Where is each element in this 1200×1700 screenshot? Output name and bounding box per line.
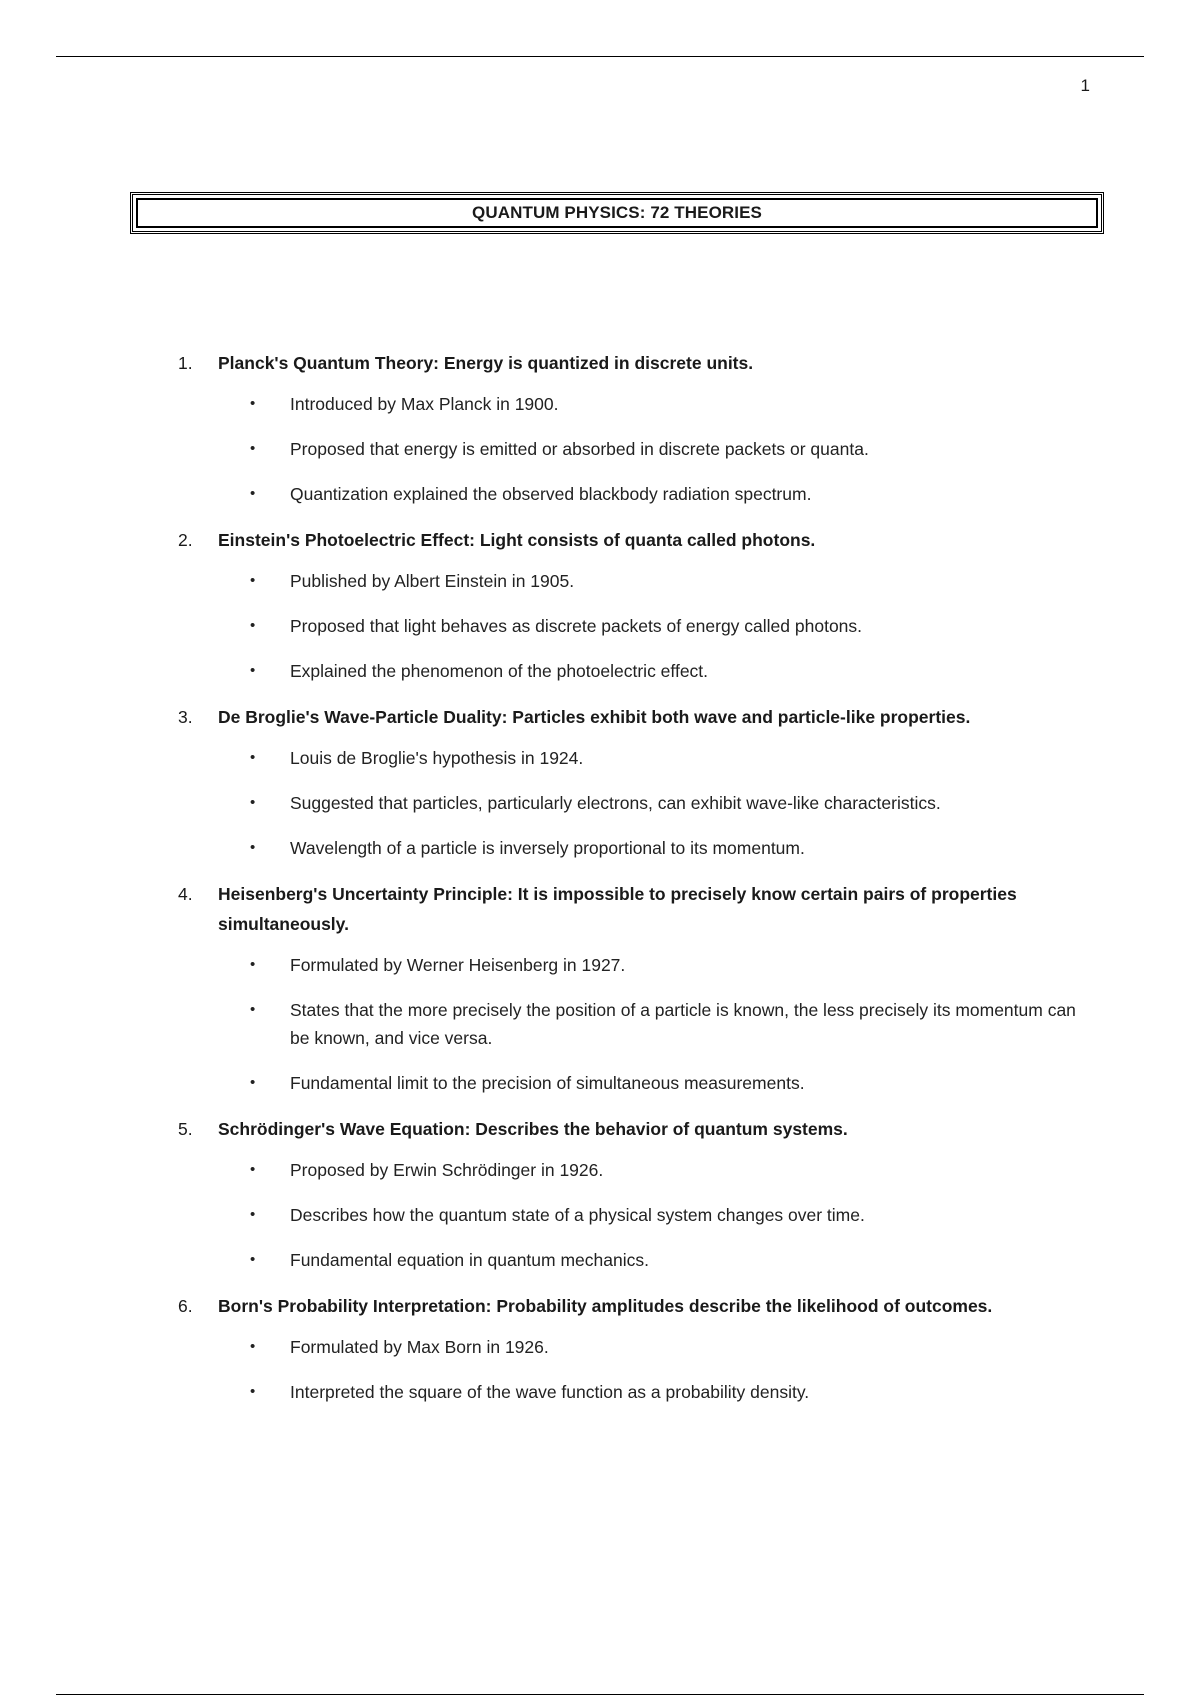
bullet-icon: • xyxy=(250,794,256,811)
bullet-icon: • xyxy=(250,956,256,973)
bullet-icon: • xyxy=(250,662,256,679)
theory-point xyxy=(250,1069,1098,1097)
theory-title: Schrödinger's Wave Equation: Describes the behavior of quantum systems. xyxy=(218,1119,848,1139)
document-title: QUANTUM PHYSICS: 72 THEORIES xyxy=(472,203,762,222)
document-title-box xyxy=(130,192,1104,234)
bullet-icon: • xyxy=(250,839,256,856)
theory-point xyxy=(250,1246,1098,1274)
theory-point xyxy=(250,996,1098,1052)
theory-point xyxy=(250,951,1098,979)
bullet-icon: • xyxy=(250,1001,256,1018)
theory-title: Einstein's Photoelectric Effect: Light consists of quanta called photons. xyxy=(218,530,816,550)
theory-point-text: Interpreted the square of the wave function as a probability density. xyxy=(290,1382,810,1402)
theory-point-text: Explained the phenomenon of the photoelectric effect. xyxy=(290,661,709,681)
theory-point-text: Formulated by Max Born in 1926. xyxy=(290,1337,549,1357)
theory-heading xyxy=(178,702,1098,732)
theory-heading xyxy=(178,879,1098,939)
theory-item xyxy=(178,1291,1098,1406)
theory-number: 3. xyxy=(178,707,193,727)
theory-title: Heisenberg's Uncertainty Principle: It is impossible to precisely know certain pairs of properties simultaneously. xyxy=(218,884,1017,934)
theory-point xyxy=(250,1378,1098,1406)
theory-point xyxy=(250,657,1098,685)
theory-point-text: Describes how the quantum state of a physical system changes over time. xyxy=(290,1205,865,1225)
theory-point xyxy=(250,1156,1098,1184)
theory-title: De Broglie's Wave-Particle Duality: Particles exhibit both wave and particle-like properties. xyxy=(218,707,971,727)
bullet-icon: • xyxy=(250,1161,256,1178)
theory-point-text: Introduced by Max Planck in 1900. xyxy=(290,394,559,414)
theory-point-text: Suggested that particles, particularly electrons, can exhibit wave-like characteristics. xyxy=(290,793,941,813)
theory-number: 2. xyxy=(178,530,193,550)
theory-point-text: Fundamental equation in quantum mechanics. xyxy=(290,1250,649,1270)
bullet-icon: • xyxy=(250,440,256,457)
header-rule xyxy=(56,56,1144,57)
theory-item xyxy=(178,702,1098,862)
bullet-icon: • xyxy=(250,395,256,412)
bullet-icon: • xyxy=(250,1206,256,1223)
bullet-icon: • xyxy=(250,1251,256,1268)
theory-heading xyxy=(178,348,1098,378)
theory-number: 5. xyxy=(178,1119,193,1139)
theory-heading xyxy=(178,1114,1098,1144)
theory-number: 1. xyxy=(178,353,193,373)
theory-point-text: Louis de Broglie's hypothesis in 1924. xyxy=(290,748,584,768)
theory-point xyxy=(250,435,1098,463)
theory-points-list xyxy=(178,744,1098,862)
theory-points-list xyxy=(178,390,1098,508)
bullet-icon: • xyxy=(250,617,256,634)
theory-title: Born's Probability Interpretation: Probability amplitudes describe the likelihood of outcomes. xyxy=(218,1296,993,1316)
theory-point-text: Published by Albert Einstein in 1905. xyxy=(290,571,575,591)
theory-point-text: Wavelength of a particle is inversely proportional to its momentum. xyxy=(290,838,805,858)
theory-point-text: States that the more precisely the position of a particle is known, the less precisely its momentum can be known, and vice versa. xyxy=(290,1000,1076,1048)
theory-points-list xyxy=(178,1333,1098,1406)
theory-point xyxy=(250,834,1098,862)
bullet-icon: • xyxy=(250,749,256,766)
theory-point xyxy=(250,1201,1098,1229)
theory-heading xyxy=(178,1291,1098,1321)
theory-points-list xyxy=(178,951,1098,1097)
theory-point xyxy=(250,390,1098,418)
theory-item xyxy=(178,1114,1098,1274)
theory-point xyxy=(250,1333,1098,1361)
theory-point-text: Formulated by Werner Heisenberg in 1927. xyxy=(290,955,626,975)
theory-title: Planck's Quantum Theory: Energy is quantized in discrete units. xyxy=(218,353,754,373)
bullet-icon: • xyxy=(250,1074,256,1091)
page-number: 1 xyxy=(1080,76,1090,95)
theory-point xyxy=(250,789,1098,817)
theories-list xyxy=(178,348,1098,1423)
theory-point-text: Quantization explained the observed blackbody radiation spectrum. xyxy=(290,484,812,504)
theory-point xyxy=(250,612,1098,640)
theory-points-list xyxy=(178,1156,1098,1274)
theory-point-text: Proposed that energy is emitted or absorbed in discrete packets or quanta. xyxy=(290,439,869,459)
bullet-icon: • xyxy=(250,1383,256,1400)
bullet-icon: • xyxy=(250,1338,256,1355)
theory-point-text: Proposed that light behaves as discrete packets of energy called photons. xyxy=(290,616,863,636)
bullet-icon: • xyxy=(250,485,256,502)
theory-point xyxy=(250,567,1098,595)
theory-heading xyxy=(178,525,1098,555)
theory-item xyxy=(178,525,1098,685)
theory-point-text: Fundamental limit to the precision of simultaneous measurements. xyxy=(290,1073,805,1093)
theory-number: 6. xyxy=(178,1296,193,1316)
theory-point xyxy=(250,480,1098,508)
bullet-icon: • xyxy=(250,572,256,589)
theory-number: 4. xyxy=(178,884,193,904)
theory-point xyxy=(250,744,1098,772)
theory-point-text: Proposed by Erwin Schrödinger in 1926. xyxy=(290,1160,604,1180)
theory-points-list xyxy=(178,567,1098,685)
theory-item xyxy=(178,348,1098,508)
footer-rule xyxy=(56,1694,1144,1695)
theory-item xyxy=(178,879,1098,1097)
